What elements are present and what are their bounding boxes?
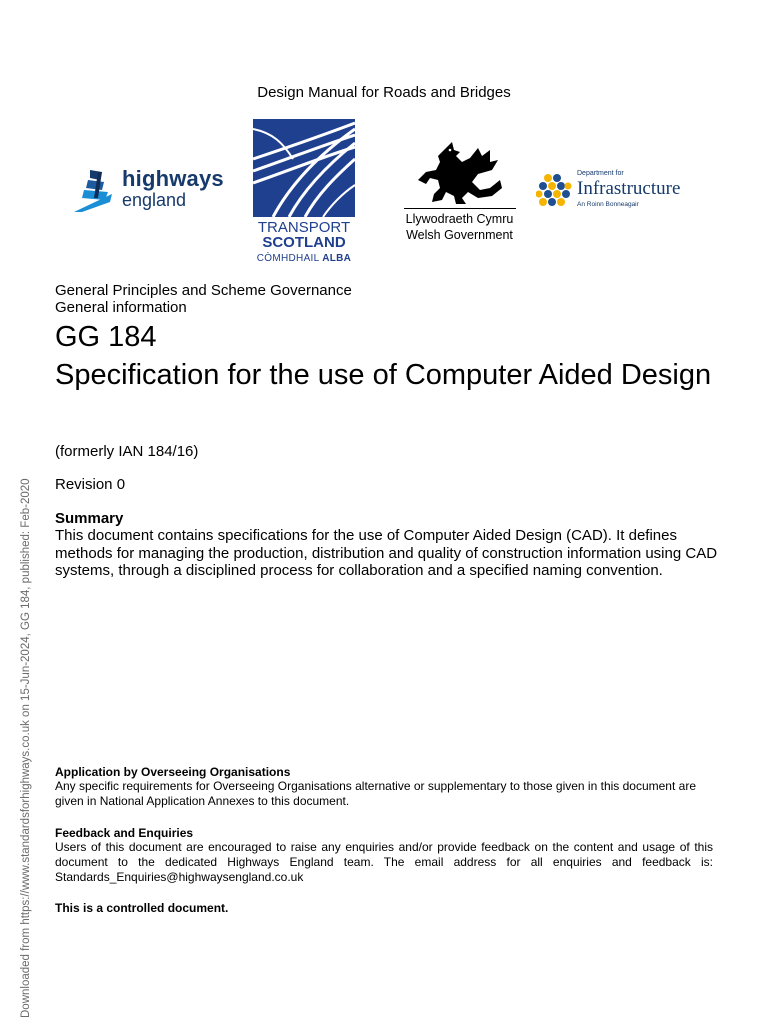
document-category: General Principles and Scheme Governance bbox=[55, 282, 352, 299]
welsh-dragon-icon bbox=[416, 140, 504, 206]
summary-text: This document contains specifications for the use of Computer Aided Design (CAD). It defines methods for managing the production, distribution and quality of construction information using CAD systems, through a disciplined process for collaboration and a specified naming convention. bbox=[55, 527, 718, 579]
transport-scotland-line3b: ALBA bbox=[322, 253, 352, 264]
summary-heading: Summary bbox=[55, 510, 124, 527]
transport-scotland-line2: SCOTLAND bbox=[262, 234, 346, 251]
welsh-government-logo bbox=[402, 140, 517, 244]
formerly-reference: (formerly IAN 184/16) bbox=[55, 443, 199, 460]
download-watermark bbox=[6, 444, 32, 1018]
transport-scotland-logo bbox=[253, 119, 355, 265]
transport-scotland-line3 bbox=[253, 253, 355, 264]
highways-england-line2: england bbox=[122, 190, 187, 210]
highways-england-ship-icon bbox=[72, 168, 118, 214]
welsh-government-line1: Llywodraeth Cymru bbox=[405, 212, 514, 226]
dept-infrastructure-line1: Department for bbox=[577, 170, 624, 177]
welsh-government-divider bbox=[404, 208, 516, 209]
feedback-text: Users of this document are encouraged to raise any enquiries and/or provide feedback on the content and usage of this document to the dedicated Highways England team. The email address for all enquiries and feedback is: Standards_Enquiries@highwaysengland.co.uk bbox=[55, 840, 713, 885]
welsh-government-line2: Welsh Government bbox=[406, 228, 513, 242]
controlled-document-notice: This is a controlled document. bbox=[55, 901, 229, 915]
manual-title: Design Manual for Roads and Bridges bbox=[257, 84, 511, 101]
dept-infrastructure-line2: Infrastructure bbox=[577, 178, 681, 199]
highways-england-logo bbox=[72, 168, 232, 218]
application-heading: Application by Overseeing Organisations bbox=[55, 765, 291, 779]
document-number: GG 184 bbox=[55, 321, 157, 353]
transport-scotland-line3a: CÒMHDHAIL bbox=[256, 253, 320, 264]
transport-scotland-roads-icon bbox=[253, 119, 355, 217]
revision-label: Revision 0 bbox=[55, 476, 126, 493]
transport-scotland-line1: TRANSPORT bbox=[257, 219, 351, 236]
hexagon-cluster-icon bbox=[536, 172, 572, 210]
feedback-heading: Feedback and Enquiries bbox=[55, 826, 194, 840]
document-subcategory: General information bbox=[55, 299, 187, 316]
document-title: Specification for the use of Computer Aided Design bbox=[55, 359, 712, 391]
logo-strip bbox=[0, 116, 768, 266]
dept-infrastructure-logo bbox=[536, 170, 696, 214]
application-text: Any specific requirements for Overseeing Organisations alternative or supplementary to those given in this document are given in National Application Annexes to this document. bbox=[55, 779, 696, 809]
dept-infrastructure-line3: An Roinn Bonneagair bbox=[577, 201, 639, 208]
highways-england-line1: highways bbox=[122, 166, 224, 191]
download-note: Downloaded from https://www.standardsforhighways.co.uk on 15-Jun-2024, GG 184, published: Feb-2020 bbox=[20, 478, 32, 1018]
